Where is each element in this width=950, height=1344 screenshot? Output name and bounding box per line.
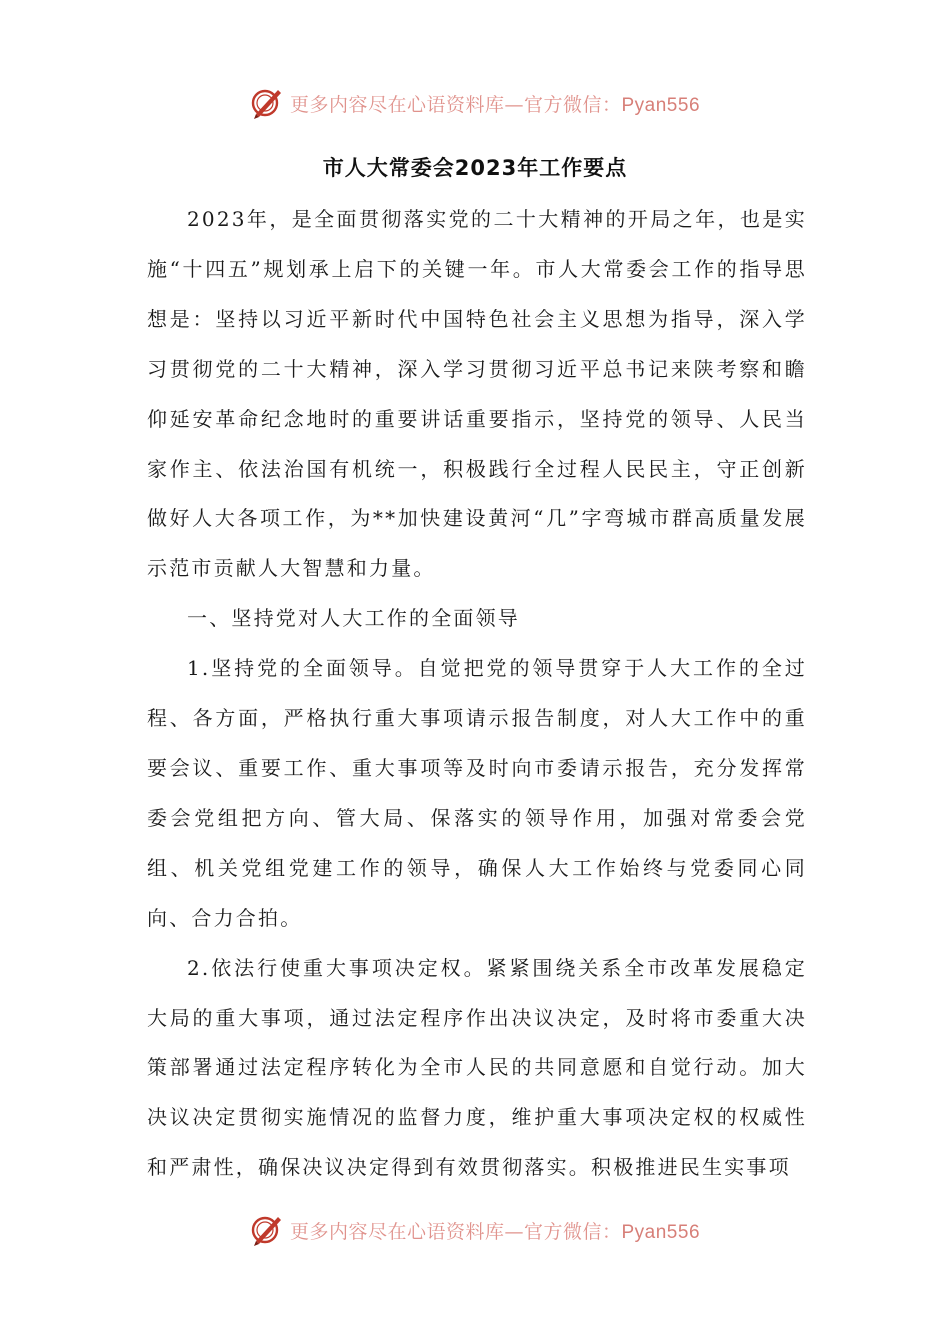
watermark-text	[290, 90, 700, 117]
pen-logo-icon	[250, 1213, 284, 1247]
watermark-banner-top	[0, 83, 950, 123]
watermark-separator: —	[504, 1220, 524, 1243]
watermark-label: 官方微信：	[523, 1220, 622, 1243]
document-body	[147, 195, 807, 1193]
watermark-label: 官方微信：	[523, 93, 622, 116]
paragraph-item-1: 1.坚持党的全面领导。自觉把党的领导贯穿于人大工作的全过程、各方面，严格执行重大事项请示报告制度，对人大工作中的重要会议、重要工作、重大事项等及时向市委请示报告，充分发挥常委会党组把方向、管大局、保落实的领导作用，加强对常委会党组、机关党组党建工作的领导，确保人大工作始终与党委同心同向、合力合拍。	[147, 656, 807, 930]
document-title: 市人大常委会2023年工作要点	[322, 156, 628, 180]
paragraph-intro: 2023年，是全面贯彻落实党的二十大精神的开局之年，也是实施“十四五”规划承上启下的关键一年。市人大常委会工作的指导思想是：坚持以习近平新时代中国特色社会主义思想为指导，深入学习贯彻党的二十大精神，深入学习贯彻习近平总书记来陕考察和瞻仰延安革命纪念地时的重要讲话重要指示，坚持党的领导、人民当家作主、依法治国有机统一，积极践行全过程人民民主，守正创新做好人大各项工作，为**加快建设黄河“几”字弯城市群高质量发展示范市贡献人大智慧和力量。	[147, 207, 807, 581]
watermark-main-text: 更多内容尽在心语资料库	[289, 93, 505, 116]
paragraph-item-2: 2.依法行使重大事项决定权。紧紧围绕关系全市改革发展稳定大局的重大事项，通过法定程序作出决议决定，及时将市委重大决策部署通过法定程序转化为全市人民的共同意愿和自觉行动。加大决议决定贯彻实施情况的监督力度，维护重大事项决定权的权威性和严肃性，确保决议决定得到有效贯彻落实。积极推进民生实事项	[147, 955, 807, 1180]
watermark-account: Pyan556	[621, 1221, 701, 1243]
watermark-text	[290, 1217, 700, 1244]
watermark-separator: —	[504, 93, 524, 116]
section-heading: 一、坚持党对人大工作的全面领导	[187, 606, 520, 631]
watermark-main-text: 更多内容尽在心语资料库	[289, 1220, 505, 1243]
pen-logo-icon	[250, 86, 284, 120]
watermark-account: Pyan556	[621, 94, 701, 116]
watermark-banner-bottom	[0, 1210, 950, 1250]
